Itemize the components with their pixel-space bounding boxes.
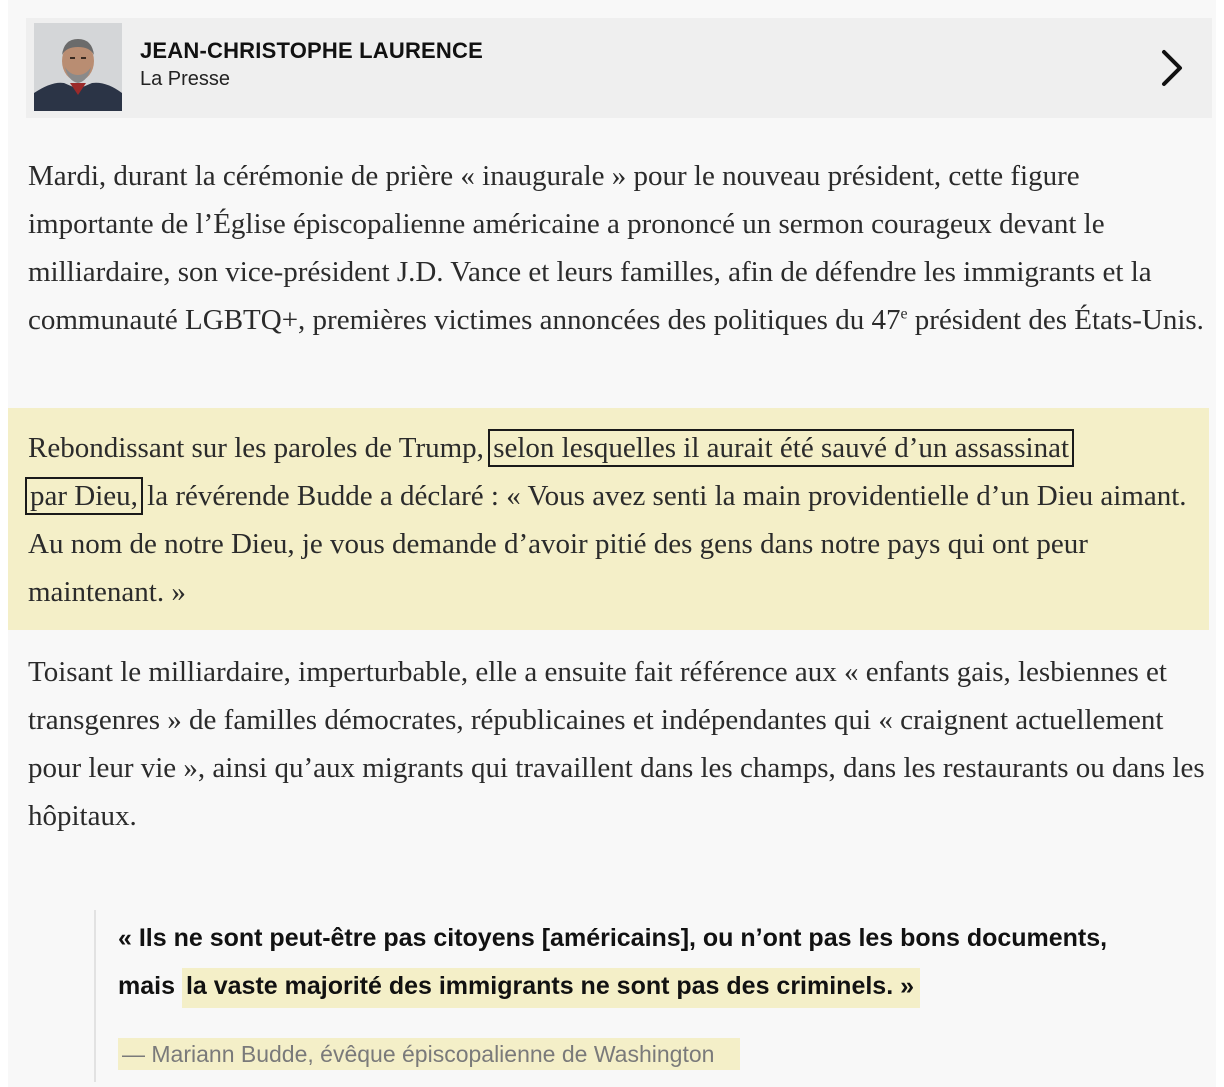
quote-line: « Ils ne sont peut-être pas citoyens [américains], ou n’ont pas les bons documents, <box>118 924 1108 952</box>
article-paragraph <box>28 152 1208 344</box>
pull-quote <box>94 910 1186 1082</box>
author-card[interactable] <box>26 18 1212 118</box>
author-photo <box>34 23 122 111</box>
paragraph-text: Mardi, durant la cérémonie de prière « inaugurale » pour le nouveau président, cette figure importante de l’Église épiscopalienne américaine a prononcé un sermon courageux devant le milliardaire, son vice-président J.D. Vance et leurs familles, afin de défendre les immigrants et la communauté LGBTQ+, premières victimes annoncées des politiques du 47 <box>28 160 1152 336</box>
quote-line: mais <box>118 972 182 1000</box>
paragraph-text: Rebondissant sur les paroles de Trump, <box>28 432 492 464</box>
paragraph-text: président des États-Unis. <box>907 304 1204 336</box>
chevron-right-icon[interactable] <box>1150 44 1190 92</box>
boxed-annotation: selon lesquelles il aurait été sauvé d’un assassinat <box>493 432 1069 464</box>
highlighted-paragraph <box>28 424 1208 616</box>
ordinal-superscript: e <box>900 305 908 323</box>
author-photo-illustration <box>34 23 122 111</box>
author-organization: La Presse <box>140 68 231 90</box>
boxed-annotation: par Dieu, <box>30 480 138 512</box>
article-paragraph: Toisant le milliardaire, imperturbable, elle a ensuite fait référence aux « enfants gais, lesbiennes et transgenres » de familles démocrates, républicaines et indépendantes qui « craignent actuellement pour leur vie », ainsi qu’aux migrants qui travaillent dans les champs, dans les restaurants ou dans les hôpitaux. <box>28 656 1205 832</box>
quote-text <box>118 914 1178 1010</box>
paragraph-text: la révérende Budde a déclaré : « Vous avez senti la main providentielle d’un Dieu aimant. Au nom de notre Dieu, je vous demande d’avoir pitié des gens dans notre pays qui ont peur maintenant. » <box>28 480 1187 608</box>
quote-highlight: la vaste majorité des immigrants ne sont pas des criminels. » <box>182 968 920 1008</box>
quote-attribution: — Mariann Budde, évêque épiscopalienne de Washington <box>118 1038 740 1070</box>
author-name[interactable]: JEAN-CHRISTOPHE LAURENCE <box>140 38 483 63</box>
